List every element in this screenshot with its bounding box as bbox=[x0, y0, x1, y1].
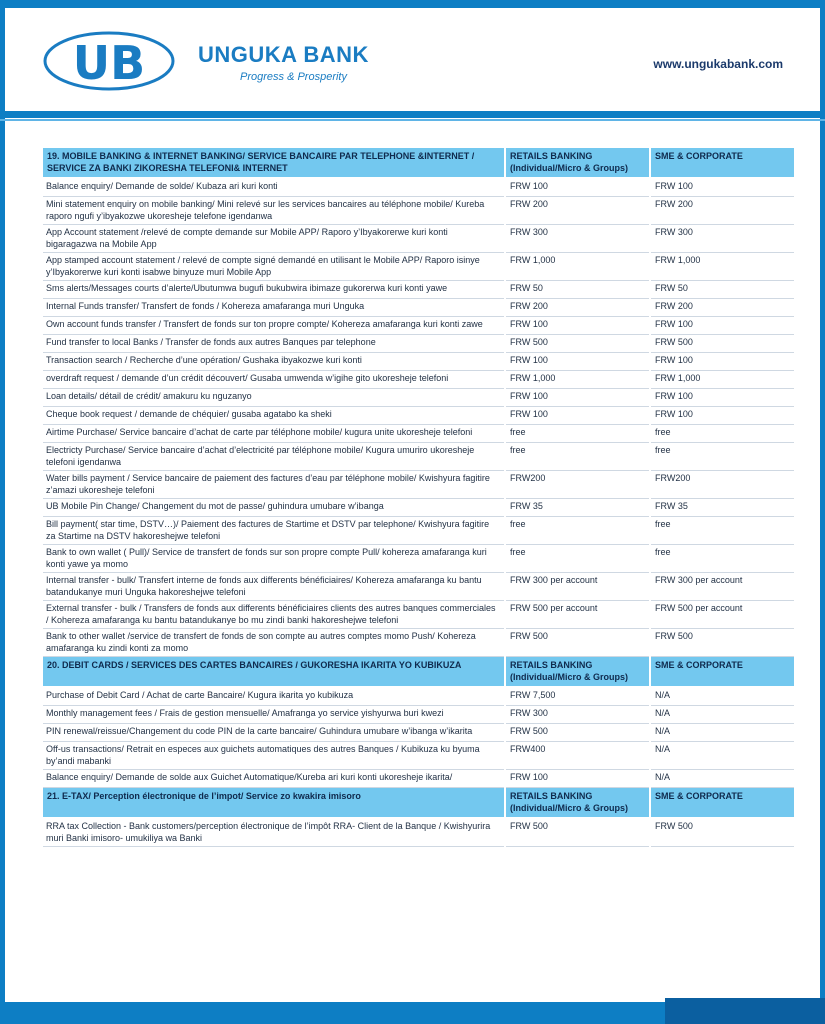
service-description: Cheque book request / demande de chéquier/ gusaba agatabo ka sheki bbox=[43, 407, 505, 425]
sme-fee: FRW 100 bbox=[650, 317, 794, 335]
sme-fee: FRW 100 bbox=[650, 407, 794, 425]
table-row bbox=[43, 353, 794, 371]
service-description: Monthly management fees / Frais de gestion mensuelle/ Amafranga yo service yishyurwa buri kwezi bbox=[43, 706, 505, 724]
service-description: Sms alerts/Messages courts d’alerte/Ubutumwa bugufi bukubwira ibimaze gukorerwa kuri konti yawe bbox=[43, 281, 505, 299]
table-row bbox=[43, 706, 794, 724]
table-row bbox=[43, 335, 794, 353]
service-description: Balance enquiry/ Demande de solde aux Guichet Automatique/Kureba ari kuri konti ukoresheje ikarita/ bbox=[43, 770, 505, 788]
bank-tagline: Progress & Prosperity bbox=[240, 71, 347, 83]
sme-fee: FRW 35 bbox=[650, 499, 794, 517]
sme-fee: FRW 100 bbox=[650, 178, 794, 197]
table-row bbox=[43, 178, 794, 197]
service-description: Off-us transactions/ Retrait en especes aux guichets automatiques des autres Banques / Kubikuza ku byuma by’andi mabanki bbox=[43, 742, 505, 770]
unguka-bank-logo bbox=[42, 30, 176, 92]
column-header-retail: RETAILS BANKING (Individual/Micro & Groups) bbox=[505, 148, 650, 178]
table-row bbox=[43, 724, 794, 742]
sme-fee: FRW 300 per account bbox=[650, 573, 794, 601]
sme-fee: free bbox=[650, 517, 794, 545]
retail-fee: FRW200 bbox=[505, 471, 650, 499]
website-link[interactable]: www.ungukabank.com bbox=[653, 57, 783, 71]
table-row bbox=[43, 371, 794, 389]
retail-fee: FRW 100 bbox=[505, 389, 650, 407]
column-header-sme: SME & CORPORATE bbox=[650, 788, 794, 819]
column-header-retail: RETAILS BANKING (Individual/Micro & Groups) bbox=[505, 657, 650, 688]
sme-fee: N/A bbox=[650, 770, 794, 788]
top-frame-bar bbox=[0, 0, 825, 8]
service-description: Own account funds transfer / Transfert de fonds sur ton propre compte/ Kohereza amafaranga kuri konti zawe bbox=[43, 317, 505, 335]
table-row bbox=[43, 197, 794, 225]
table-row bbox=[43, 281, 794, 299]
logo-letters: UB bbox=[72, 36, 146, 90]
sme-fee: FRW 200 bbox=[650, 197, 794, 225]
section-header bbox=[43, 148, 794, 178]
sme-fee: free bbox=[650, 425, 794, 443]
sme-fee: free bbox=[650, 545, 794, 573]
section-title: 21. E-TAX/ Perception électronique de l’impot/ Service zo kwakira imisoro bbox=[43, 788, 505, 819]
sme-fee: FRW 1,000 bbox=[650, 253, 794, 281]
service-description: Airtime Purchase/ Service bancaire d’achat de carte par téléphone mobile/ kugura unite ukoresheje telefoni bbox=[43, 425, 505, 443]
retail-fee: FRW 100 bbox=[505, 407, 650, 425]
table-row bbox=[43, 770, 794, 788]
service-description: Bank to own wallet ( Pull)/ Service de transfert de fonds sur son propre compte Pull/ kohereza amafaranga kuri konti yawe ya momo bbox=[43, 545, 505, 573]
section-header bbox=[43, 788, 794, 819]
sme-fee: FRW 100 bbox=[650, 389, 794, 407]
retail-fee: FRW 300 bbox=[505, 706, 650, 724]
left-frame-bar bbox=[0, 0, 5, 1024]
retail-fee: free bbox=[505, 517, 650, 545]
table-row bbox=[43, 471, 794, 499]
table-row bbox=[43, 742, 794, 770]
service-description: Mini statement enquiry on mobile banking/ Mini relevé sur les services bancaires au téléphone mobile/ Kureba raporo ngufi y’ibyakozwe ukoresheje telefone igendanwa bbox=[43, 197, 505, 225]
table-row bbox=[43, 687, 794, 706]
table-row bbox=[43, 499, 794, 517]
sme-fee: FRW200 bbox=[650, 471, 794, 499]
retail-fee: FRW 100 bbox=[505, 353, 650, 371]
service-description: UB Mobile Pin Change/ Changement du mot de passe/ guhindura umubare w’ibanga bbox=[43, 499, 505, 517]
sme-fee: FRW 500 bbox=[650, 335, 794, 353]
service-description: overdraft request / demande d’un crédit découvert/ Gusaba umwenda w’igihe gito ukoresheje telefoni bbox=[43, 371, 505, 389]
sme-fee: free bbox=[650, 443, 794, 471]
tariff-table bbox=[43, 148, 794, 847]
section-title: 20. DEBIT CARDS / SERVICES DES CARTES BANCAIRES / GUKORESHA IKARITA YO KUBIKUZA bbox=[43, 657, 505, 688]
sme-fee: FRW 300 bbox=[650, 225, 794, 253]
header-divider bbox=[0, 111, 825, 118]
sme-fee: FRW 100 bbox=[650, 353, 794, 371]
retail-fee: free bbox=[505, 425, 650, 443]
retail-fee: FRW 500 bbox=[505, 724, 650, 742]
column-header-sme: SME & CORPORATE bbox=[650, 148, 794, 178]
service-description: App stamped account statement / relevé de compte signé demandé en utilisant le Mobile APP/ Raporo isinye y’Ibyakorerwe kuri konti isabwe binyuze muri Mobile App bbox=[43, 253, 505, 281]
service-description: Fund transfer to local Banks / Transfer de fonds aux autres Banques par telephone bbox=[43, 335, 505, 353]
retail-fee: FRW 500 bbox=[505, 335, 650, 353]
table-row bbox=[43, 601, 794, 629]
section-header bbox=[43, 657, 794, 688]
service-description: Balance enquiry/ Demande de solde/ Kubaza ari kuri konti bbox=[43, 178, 505, 197]
service-description: Bank to other wallet /service de transfert de fonds de son compte au autres comptes momo Push/ Kohereza amafaranga ku zindi konti za momo bbox=[43, 629, 505, 657]
sme-fee: FRW 1,000 bbox=[650, 371, 794, 389]
retail-fee: FRW 7,500 bbox=[505, 687, 650, 706]
service-description: PIN renewal/reissue/Changement du code PIN de la carte bancaire/ Guhindura umubare w’ibanga w’ikarita bbox=[43, 724, 505, 742]
service-description: Purchase of Debit Card / Achat de carte Bancaire/ Kugura ikarita yo kubikuza bbox=[43, 687, 505, 706]
retail-fee: FRW 500 bbox=[505, 818, 650, 847]
sme-fee: FRW 200 bbox=[650, 299, 794, 317]
service-description: Water bills payment / Service bancaire de paiement des factures d’eau par téléphone mobile/ Kwishyura fagitire z’amazi ukoresheje telefoni bbox=[43, 471, 505, 499]
bank-name: UNGUKA BANK bbox=[198, 42, 369, 67]
retail-fee: FRW 300 bbox=[505, 225, 650, 253]
retail-fee: FRW 35 bbox=[505, 499, 650, 517]
retail-fee: FRW400 bbox=[505, 742, 650, 770]
sme-fee: FRW 500 bbox=[650, 629, 794, 657]
retail-fee: FRW 100 bbox=[505, 178, 650, 197]
column-header-sme: SME & CORPORATE bbox=[650, 657, 794, 688]
sme-fee: N/A bbox=[650, 742, 794, 770]
table-row bbox=[43, 253, 794, 281]
retail-fee: FRW 200 bbox=[505, 197, 650, 225]
service-description: Loan details/ détail de crédit/ amakuru ku nguzanyo bbox=[43, 389, 505, 407]
table-row bbox=[43, 225, 794, 253]
table-row bbox=[43, 443, 794, 471]
column-header-retail: RETAILS BANKING (Individual/Micro & Groups) bbox=[505, 788, 650, 819]
table-row bbox=[43, 517, 794, 545]
footer-accent bbox=[665, 998, 825, 1024]
service-description: Electricty Purchase/ Service bancaire d’achat d’electricité par téléphone mobile/ Kugura umuriro ukoresheje telefoni igendanwa bbox=[43, 443, 505, 471]
retail-fee: FRW 500 bbox=[505, 629, 650, 657]
section-title: 19. MOBILE BANKING & INTERNET BANKING/ SERVICE BANCAIRE PAR TELEPHONE &INTERNET / SERVICE ZA BANKI ZIKORESHA TELEFONI& INTERNET bbox=[43, 148, 505, 178]
retail-fee: free bbox=[505, 545, 650, 573]
table-row bbox=[43, 629, 794, 657]
retail-fee: FRW 100 bbox=[505, 317, 650, 335]
table-row bbox=[43, 545, 794, 573]
sme-fee: FRW 500 per account bbox=[650, 601, 794, 629]
sme-fee: FRW 50 bbox=[650, 281, 794, 299]
retail-fee: free bbox=[505, 443, 650, 471]
service-description: RRA tax Collection - Bank customers/perception électronique de l’impôt RRA- Client de la Banque / Kwishyurira muri Banki imisoro- umukiliya wa Banki bbox=[43, 818, 505, 847]
service-description: Bill payment( star time, DSTV…)/ Paiement des factures de Startime et DSTV par telephone/ Kwishyura fagitire za Startime na DSTV hakoreshejwe telefoni bbox=[43, 517, 505, 545]
table-row bbox=[43, 818, 794, 847]
service-description: Internal transfer - bulk/ Transfert interne de fonds aux differents bénéficiaires/ Kohereza amafaranga ku bantu batandukanye muri Unguka hakoreshejwe telefoni bbox=[43, 573, 505, 601]
retail-fee: FRW 1,000 bbox=[505, 253, 650, 281]
sme-fee: N/A bbox=[650, 706, 794, 724]
sme-fee: FRW 500 bbox=[650, 818, 794, 847]
retail-fee: FRW 200 bbox=[505, 299, 650, 317]
retail-fee: FRW 300 per account bbox=[505, 573, 650, 601]
table-row bbox=[43, 299, 794, 317]
table-row bbox=[43, 573, 794, 601]
service-description: App Account statement /relevé de compte demande sur Mobile APP/ Raporo y’Ibyakorerwe kuri konti bigaragazwa na Mobile App bbox=[43, 225, 505, 253]
table-row bbox=[43, 407, 794, 425]
service-description: Internal Funds transfer/ Transfert de fonds / Kohereza amafaranga muri Unguka bbox=[43, 299, 505, 317]
sme-fee: N/A bbox=[650, 724, 794, 742]
retail-fee: FRW 500 per account bbox=[505, 601, 650, 629]
retail-fee: FRW 1,000 bbox=[505, 371, 650, 389]
service-description: Transaction search / Recherche d’une opération/ Gushaka ibyakozwe kuri konti bbox=[43, 353, 505, 371]
retail-fee: FRW 100 bbox=[505, 770, 650, 788]
header-divider-thin bbox=[0, 119, 825, 121]
service-description: External transfer - bulk / Transfers de fonds aux differents bénéficiaires clients des autres banques commerciales / Kohereza amafaranga ku bantu batandukanye bo mu zindi banki hakoreshejwe telefoni bbox=[43, 601, 505, 629]
right-frame-bar bbox=[820, 0, 825, 1024]
table-row bbox=[43, 317, 794, 335]
table-row bbox=[43, 425, 794, 443]
sme-fee: N/A bbox=[650, 687, 794, 706]
table-row bbox=[43, 389, 794, 407]
retail-fee: FRW 50 bbox=[505, 281, 650, 299]
